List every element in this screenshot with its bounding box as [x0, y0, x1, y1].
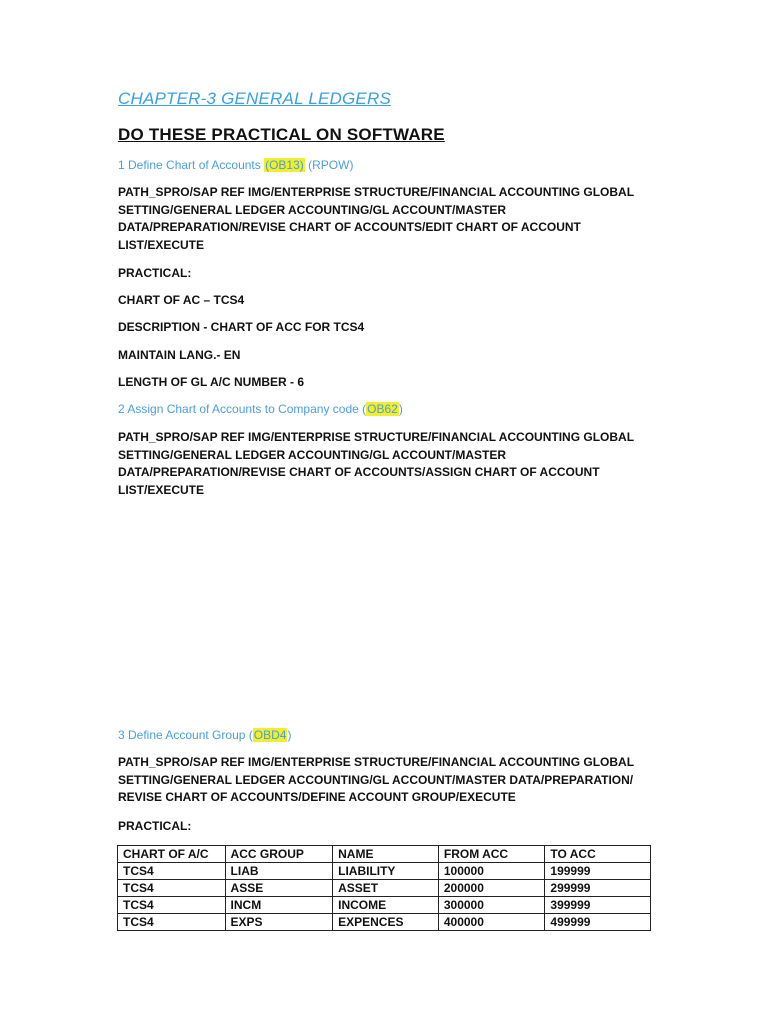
table-cell: 400000 — [438, 914, 545, 931]
path-line: SETTING/GENERAL LEDGER ACCOUNTING/GL ACCOUNT/MASTER DATA/PREPARATION/ — [118, 772, 634, 787]
practical-subtitle: DO THESE PRACTICAL ON SOFTWARE — [118, 125, 445, 144]
path-line: SETTING/GENERAL LEDGER ACCOUNTING/GL ACCOUNT/MASTER — [118, 202, 507, 217]
header-cell: NAME — [333, 846, 439, 863]
chapter-title: CHAPTER-3 GENERAL LEDGERS — [118, 89, 391, 108]
table-cell: 299999 — [545, 880, 651, 897]
table-cell: ASSE — [225, 880, 333, 897]
table-cell: EXPS — [225, 914, 333, 931]
table-cell: TCS4 — [118, 914, 226, 931]
table-cell: LIAB — [225, 863, 333, 880]
table-row — [118, 880, 651, 897]
section-1-practical-label: PRACTICAL: — [118, 266, 192, 280]
path-line: PATH_SPRO/SAP REF IMG/ENTERPRISE STRUCTURE/FINANCIAL ACCOUNTING GLOBAL — [118, 755, 635, 769]
table-cell: 399999 — [545, 897, 651, 914]
header-cell: FROM ACC — [438, 846, 545, 863]
table-cell: LIABILITY — [333, 863, 439, 880]
table-row — [118, 914, 651, 931]
path-line: DATA/PREPARATION/REVISE CHART OF ACCOUNTS/EDIT CHART OF ACCOUNT — [118, 220, 581, 234]
path-line: DATA/PREPARATION/REVISE CHART OF ACCOUNTS/ASSIGN CHART OF ACCOUNT — [118, 465, 600, 479]
section-3-tcode: OBD4 — [253, 728, 287, 742]
table-cell: INCOME — [333, 897, 439, 914]
section-1-heading — [118, 158, 353, 172]
table-row — [118, 897, 651, 914]
path-line: SETTING/GENERAL LEDGER ACCOUNTING/GL ACCOUNT/MASTER — [118, 447, 507, 462]
section-1-tcode: (OB13) — [265, 158, 304, 172]
section-3-path — [118, 754, 658, 807]
table-row — [118, 863, 651, 880]
table-cell: TCS4 — [118, 897, 226, 914]
header-cell: TO ACC — [545, 846, 651, 863]
table-cell: 100000 — [438, 863, 545, 880]
detail-maintain-lang: MAINTAIN LANG.- EN — [118, 348, 241, 362]
header-cell: CHART OF A/C — [118, 846, 226, 863]
section-2-heading — [118, 402, 403, 416]
detail-gl-length: LENGTH OF GL A/C NUMBER - 6 — [118, 375, 304, 389]
section-2-heading-prefix: 2 Assign Chart of Accounts to Company code ( — [118, 402, 367, 416]
table-cell: EXPENCES — [333, 914, 439, 931]
path-line: REVISE CHART OF ACCOUNTS/DEFINE ACCOUNT GROUP/EXECUTE — [118, 790, 516, 804]
table-cell: 499999 — [545, 914, 651, 931]
table-cell: INCM — [225, 897, 333, 914]
section-3-heading-suffix: ) — [287, 728, 292, 742]
detail-description: DESCRIPTION - CHART OF ACC FOR TCS4 — [118, 320, 365, 334]
table-cell: 199999 — [545, 863, 651, 880]
section-2-path — [118, 429, 658, 499]
header-cell: ACC GROUP — [225, 846, 333, 863]
path-line: PATH_SPRO/SAP REF IMG/ENTERPRISE STRUCTURE/FINANCIAL ACCOUNTING GLOBAL — [118, 185, 635, 199]
table-cell: 200000 — [438, 880, 545, 897]
section-1-heading-prefix: 1 Define Chart of Accounts — [118, 158, 265, 172]
path-line: LIST/EXECUTE — [118, 237, 205, 252]
section-2-tcode: OB62 — [367, 402, 398, 416]
path-line: PATH_SPRO/SAP REF IMG/ENTERPRISE STRUCTURE/FINANCIAL ACCOUNTING GLOBAL — [118, 430, 635, 444]
path-line: LIST/EXECUTE — [118, 482, 205, 497]
table-cell: TCS4 — [118, 863, 226, 880]
section-1-path — [118, 184, 658, 254]
section-3-heading-prefix: 3 Define Account Group ( — [118, 728, 253, 742]
table-cell: 300000 — [438, 897, 545, 914]
section-1-heading-suffix: (RPOW) — [304, 158, 354, 172]
section-3-heading — [118, 728, 291, 742]
table-cell: ASSET — [333, 880, 439, 897]
detail-chart-of-ac: CHART OF AC – TCS4 — [118, 293, 245, 307]
table-header-row — [118, 846, 651, 863]
section-2-heading-suffix: ) — [398, 402, 403, 416]
table-cell: TCS4 — [118, 880, 226, 897]
account-group-table — [117, 845, 651, 931]
section-3-practical-label: PRACTICAL: — [118, 819, 192, 833]
